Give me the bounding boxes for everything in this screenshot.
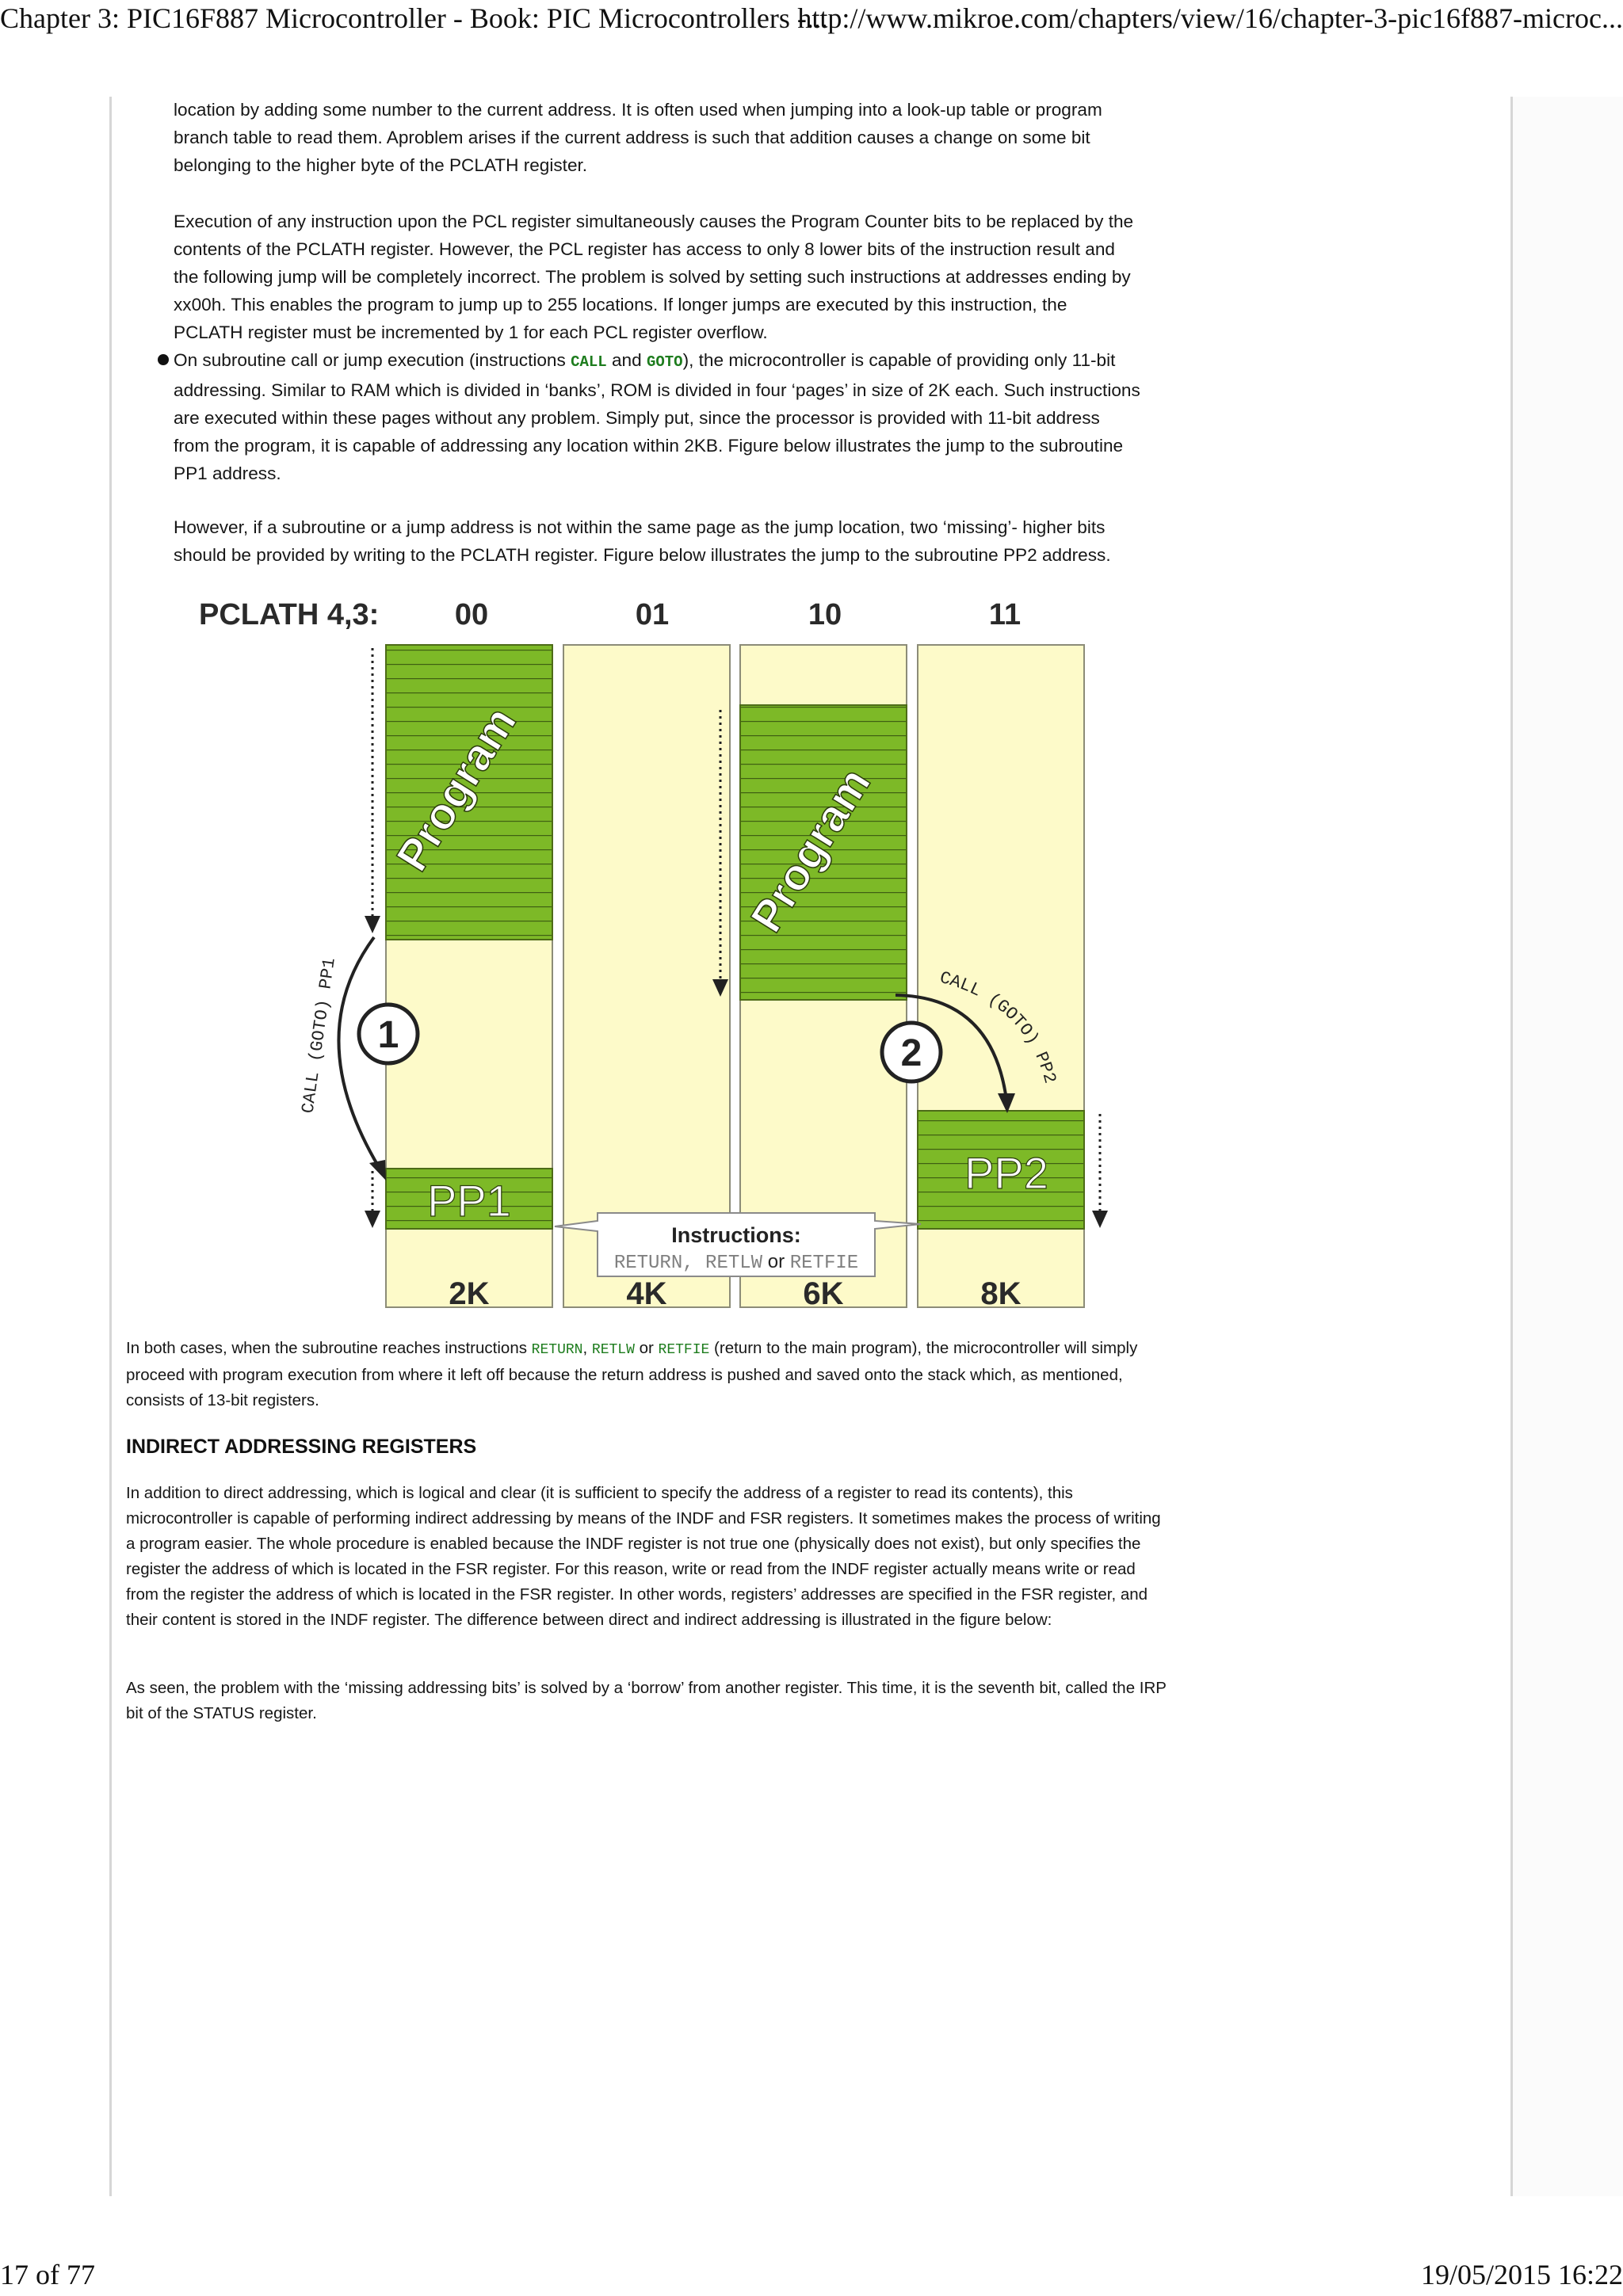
paragraph-indirect-addressing: In addition to direct addressing, which is logical and clear (it is sufficient to specify the address of a register to read its contents), this microcontroller is capable of performing indirect addressing by means of the INDF and FSR registers. It sometimes makes the process of writing a program easier. The whole procedure is enabled because the INDF register is not true one (physically does not exist), but only specifies the register the address of which is located in the FSR register. For this reason, write or read from the INDF register actually means write or read from the register the address of which is located in the FSR register. In other words, registers’ addresses are specified in the FSR register, and their content is stored in the INDF register. The difference between direct and indirect addressing is illustrated in the figure below:: [126, 1484, 1161, 1629]
page-size-4k: 4K: [626, 1276, 667, 1311]
callout-title: Instructions:: [671, 1223, 801, 1247]
callout-code-retfie: RETFIE: [789, 1253, 859, 1274]
jump-label-pp1-group: [298, 956, 339, 1115]
print-header: [0, 2, 1623, 40]
bullet-marker: [158, 354, 169, 365]
page-code-00: 00: [454, 598, 489, 631]
return-text-part2: (return to the main program), the microcontroller will simply proceed with program execution from where it left off because the return address is pushed and saved onto the stack which, as mentioned, consists of 13-bit registers.: [126, 1339, 1138, 1409]
page-size-2k: 2K: [449, 1276, 490, 1311]
page-code-01: 01: [635, 598, 670, 631]
paragraph-lookup-table: location by adding some number to the current address. It is often used when jumping into a look-up table or program branch table to read them. Aproblem arises if the current address is such that addition causes a change on some bit belonging to the higher byte of the PCLATH register.: [174, 100, 1102, 175]
page-size-8k: 8K: [980, 1276, 1022, 1311]
paragraph-missing-bits: However, if a subroutine or a jump address is not within the same page as the jump location, two ‘missing’- higher bits should be provided by writing to the PCLATH register. Figure below illustrates the jump to the subroutine PP2 address.: [174, 517, 1111, 565]
marker-1-label: 1: [377, 1014, 399, 1056]
paragraph-pcl-execution: Execution of any instruction upon the PCL register simultaneously causes the Program Counter bits to be replaced by the contents of the PCLATH register. However, the PCL register has access to only 8 lower bits of the instruction result and the following jump will be completely incorrect. The problem is solved by setting such instructions at addresses ending by xx00h. This enables the program to jump up to 255 locations. If longer jumps are executed by this instruction, the PCLATH register must be incremented by 1 for each PCL register overflow.: [174, 212, 1134, 342]
paragraph-return-instructions: [126, 1336, 1172, 1413]
code-goto: GOTO: [646, 353, 683, 371]
jump-label-pp1: CALL (GOTO) PP1: [298, 956, 340, 1116]
paragraph-bullet-call-goto: [174, 346, 1140, 487]
return-text-part1: In both cases, when the subroutine reaches instructions: [126, 1339, 532, 1357]
program-label-page-0: Program: [386, 698, 526, 880]
pp1-label: PP1: [427, 1176, 511, 1226]
flow-arrowhead-page-0: [365, 916, 380, 933]
print-footer: [0, 2258, 1623, 2296]
page-code-10: 10: [808, 598, 842, 631]
callout-instructions: [614, 1251, 858, 1274]
heading-indirect-addressing: INDIRECT ADDRESSING REGISTERS: [126, 1436, 477, 1458]
pclath-label: PCLATH 4,3:: [199, 598, 380, 631]
print-datetime: 19/05/2015 16:22: [1420, 2259, 1623, 2290]
flow-arrowhead-pp2: [1092, 1211, 1108, 1228]
bullet-text-part2: and: [606, 350, 647, 370]
print-page-number: 17 of 77: [0, 2259, 95, 2290]
callout-code-retlw: RETLW: [705, 1253, 763, 1274]
print-page-url: http://www.mikroe.com/chapters/view/16/chapter-3-pic16f887-microc...: [797, 2, 1623, 34]
callout-code-return: RETURN: [613, 1253, 683, 1274]
page-border-right: [1510, 97, 1513, 2196]
page-border-left: [109, 97, 112, 2196]
marker-2-label: 2: [900, 1032, 922, 1074]
bullet-text-part3: ), the microcontroller is capable of providing only 11-bit addressing. Similar to RAM which is divided in ‘banks’, ROM is divided in four ‘pages’ in size of 2K each. Such instructions are executed within these pages without any problem. Simply put, since the processor is provided with 11-bit address from the program, it is capable of addressing any location within 2KB. Figure below illustrates the jump to the subroutine PP1 address.: [174, 350, 1140, 483]
return-sep-2: or: [634, 1339, 659, 1357]
page-code-11: 11: [988, 598, 1022, 631]
rom-page-1: [563, 645, 730, 1307]
callout-sep-2: or: [762, 1251, 790, 1272]
callout-sep-1: ,: [682, 1253, 706, 1274]
code-call: CALL: [571, 353, 607, 371]
print-page-title: Chapter 3: PIC16F887 Microcontroller - Book: PIC Microcontrollers -...: [0, 2, 828, 34]
paragraph-irp-bit: As seen, the problem with the ‘missing addressing bits’ is solved by a ‘borrow’ from another register. This time, it is the seventh bit, called the IRP bit of the STATUS register.: [126, 1679, 1167, 1722]
program-memory-pages-figure: [190, 593, 1117, 1329]
program-label-page-2: Program: [740, 759, 880, 941]
flow-arrowhead-pp1: [365, 1211, 380, 1228]
pp2-label: PP2: [964, 1148, 1048, 1198]
code-retlw: RETLW: [591, 1342, 635, 1358]
return-sep-1: ,: [582, 1339, 592, 1357]
bullet-text-part1: On subroutine call or jump execution (instructions: [174, 350, 571, 370]
jump-label-pp2: CALL (GOTO) PP2: [937, 967, 1060, 1086]
code-retfie: RETFIE: [658, 1342, 710, 1358]
page-size-6k: 6K: [803, 1276, 844, 1311]
page-margin-right: [1513, 97, 1623, 2196]
code-return: RETURN: [531, 1342, 583, 1358]
